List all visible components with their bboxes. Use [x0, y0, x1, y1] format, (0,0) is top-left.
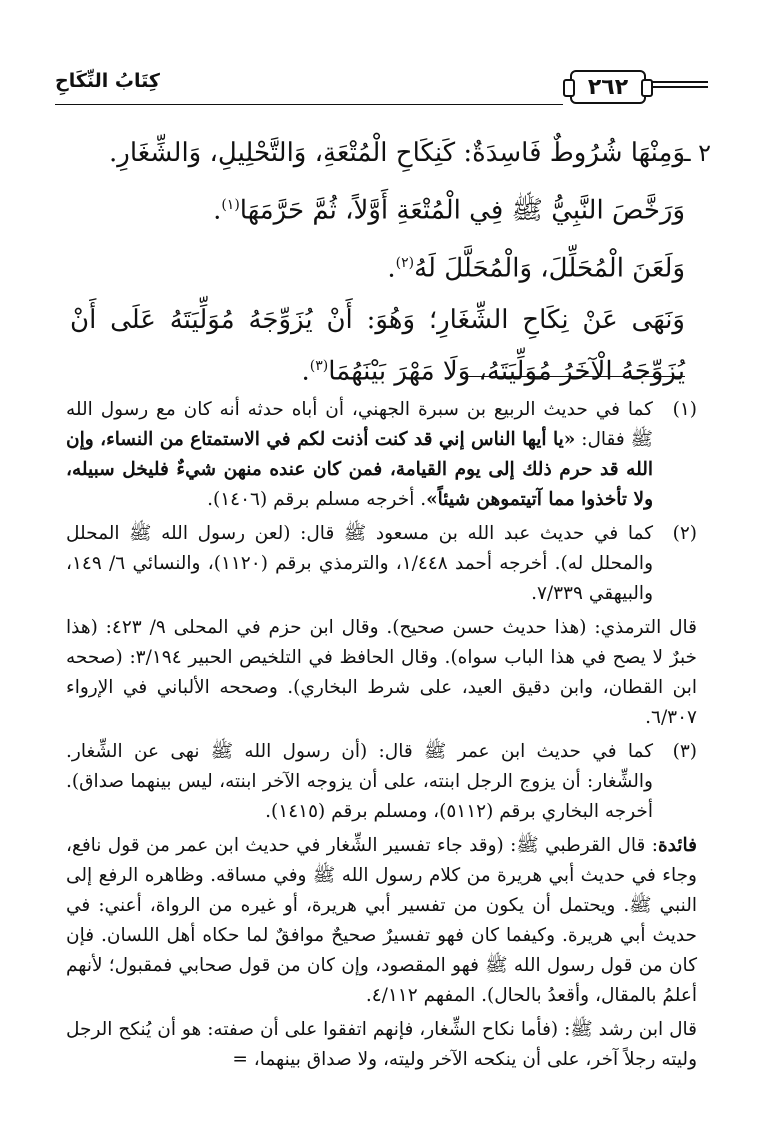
main-line: وَلَعَنَ الْمُحَلِّلَ، وَالْمُحَلَّلَ لَهُ$^{(٢)}$.	[387, 253, 685, 284]
item-number: ٢ ـ	[683, 139, 711, 167]
main-line: وَنَهَى عَنْ نِكَاحِ الشِّغَارِ؛ وَهُوَ: أَنْ يُزَوِّجَهُ مُوَلِّيَتَهُ عَلَى أَنْ يُزَوِّجَهُ الْآخَرُ مُوَلِّيَتَهُ، وَلَا مَهْرَ بَيْنَهُمَا$^{(٣)}$.	[70, 305, 685, 387]
footnote-number: (٢)	[672, 523, 697, 544]
footnote-ref[interactable]: (١)	[221, 197, 240, 213]
footnote-number: (٣)	[672, 741, 697, 762]
header-rule	[55, 104, 563, 105]
footnote-paragraph: كما في حديث ابن عمر ﷺ قال: (أن رسول الله ﷺ نهى عن الشِّغار. والشِّغار: أن يزوج الرجل ابنته، على أن يزوجه الآخر ابنته، ليس بينهما صداق). أخرجه البخاري برقم (٥١١٢)، ومسلم برقم (١٤١٥).	[66, 741, 653, 822]
footnote-3-fayda	[66, 831, 697, 1011]
footnote-paragraph	[66, 831, 697, 1011]
main-line-text: وَنَهَى عَنْ نِكَاحِ الشِّغَارِ؛ وَهُوَ: أَنْ يُزَوِّجَهُ مُوَلِّيَتَهُ عَلَى أَنْ يُزَوِّجَهُ الْآخَرُ مُوَلِّيَتَهُ، وَلَا مَهْرَ بَيْنَهُمَا	[70, 305, 685, 387]
footnote-number: (١)	[672, 399, 697, 420]
fayda-label: فائدة	[657, 835, 697, 856]
hadith-quote: «يا أيها الناس إني قد كنت أذنت لكم في الاستمتاع من النساء، وإن الله قد حرم ذلك إلى يوم القيامة، فمن كان عنده منهن شيءٌ فليخل سبيله، ولا تأخذوا مما آتيتموهن شيئاً»	[66, 429, 653, 510]
footnote-text	[66, 395, 653, 515]
chapter-title: كِتَابُ النِّكَاحِ	[55, 70, 160, 92]
footnote-3-continued	[66, 1015, 697, 1075]
footnote-2	[66, 519, 697, 609]
main-line-text: وَلَعَنَ الْمُحَلِّلَ، وَالْمُحَلَّلَ لَهُ	[414, 253, 685, 284]
page-number: ٢٦٢	[587, 74, 629, 100]
footnote-text-part: . أخرجه مسلم برقم (١٤٠٦).	[207, 489, 427, 510]
footnote-ref[interactable]: (٣)	[309, 358, 329, 375]
footnote-3	[66, 737, 697, 827]
main-text	[70, 130, 711, 401]
page-number-box	[570, 70, 646, 104]
footnotes	[66, 395, 697, 1079]
main-line: وَرَخَّصَ النَّبِيُّ ﷺ فِي الْمُتْعَةِ أَوَّلاً، ثُمَّ حَرَّمَهَا$^{(١)}$.	[213, 195, 685, 226]
footnote-paragraph: كما في حديث عبد الله بن مسعود ﷺ قال: (لعن رسول الله ﷺ المحلل والمحلل له). أخرجه أحمد ١/٤٤٨، والترمذي برقم (١١٢٠)، والنسائي ٦/ ١٤٩، والبيهقي ٧/٣٣٩.	[66, 523, 654, 604]
main-line-text: وَرَخَّصَ النَّبِيُّ ﷺ فِي الْمُتْعَةِ أَوَّلاً، ثُمَّ حَرَّمَهَا	[239, 195, 685, 226]
footnote-2-continued	[66, 613, 697, 733]
main-line	[70, 130, 685, 176]
footnote-separator	[465, 376, 685, 377]
footnote-text-part: : قال القرطبي ﷺ: (وقد جاء تفسير الشِّغار في حديث ابن عمر من قول نافع، وجاء في حديث أبي هريرة من كلام رسول الله ﷺ وفي مساقه. وظاهره الرفع إلى النبي ﷺ. ويحتمل أن يكون من تفسير أبي هريرة، أو غيره من الرواة، أعني: في حديث أبي هريرة. وكيفما كان فهو تفسيرٌ صحيحٌ موافقٌ لما حكاه أهل اللسان. فإن كان من قول رسول الله ﷺ فهو المقصود، وإن كان من قول صحابي فمقبول؛ لأنهم أعلمُ بالمقال، وأقعدُ بالحال). المفهم ٤/١١٢.	[66, 835, 697, 1006]
header-ornament-line	[652, 81, 708, 88]
footnote-paragraph: قال ابن رشد ﷺ: (فأما نكاح الشِّغار، فإنهم اتفقوا على أن صفته: هو أن يُنكح الرجل وليته رجلاً آخر، على أن ينكحه الآخر وليته، ولا صداق بينهما، =	[66, 1019, 697, 1070]
footnote-paragraph: قال الترمذي: (هذا حديث حسن صحيح). وقال ابن حزم في المحلى ٩/ ٤٢٣: (هذا خبرٌ لا يصح في هذا الباب سواه). وقال الحافظ في التلخيص الحبير ٣/١٩٤: (صححه ابن القطان، وابن دقيق العيد، على شرط البخاري). وصححه الألباني في الإرواء ٦/٣٠٧.	[66, 617, 698, 728]
footnote-1	[66, 395, 697, 515]
page-header	[55, 70, 708, 110]
footnote-ref[interactable]: (٢)	[395, 254, 415, 271]
main-line-text: وَمِنْهَا شُرُوطٌ فَاسِدَةٌ: كَنِكَاحِ الْمُتْعَةِ، وَالتَّحْلِيلِ، وَالشِّغَارِ.	[109, 138, 685, 168]
footnote-text-part: كما في حديث الربيع بن سبرة الجهني، أن أباه حدثه أنه كان مع رسول الله ﷺ فقال:	[66, 399, 653, 450]
